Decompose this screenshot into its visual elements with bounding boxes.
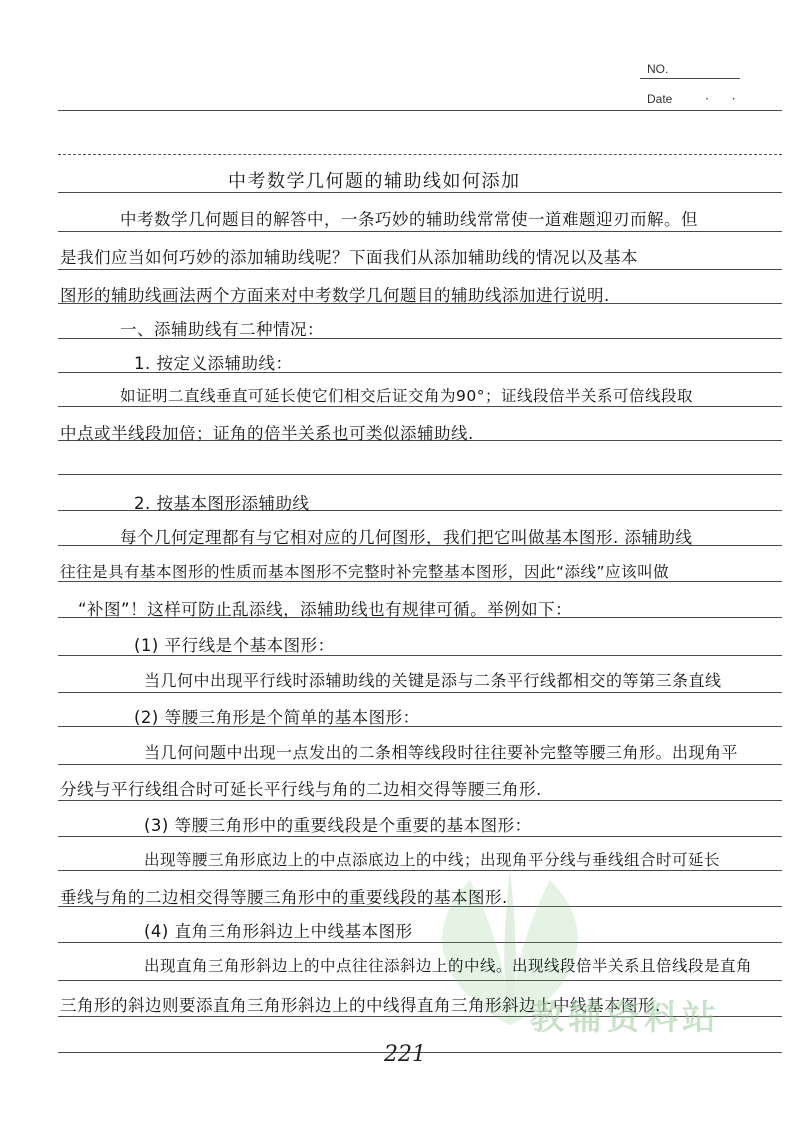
ruled-line <box>58 836 782 837</box>
text-line: 是我们应当如何巧妙的添加辅助线呢？下面我们从添加辅助线的情况以及基本 <box>60 248 638 267</box>
text-line: 垂线与角的二边相交得等腰三角形中的重要线段的基本图形. <box>60 888 508 907</box>
section-heading: 一、添辅助线有二种情况： <box>120 320 324 339</box>
text-line: 往往是具有基本图形的性质而基本图形不完整时补完整基本图形，因此“添线”应该叫做 <box>60 563 670 581</box>
text-line: “补图”！这样可防止乱添线，添辅助线也有规律可循。举例如下： <box>78 600 573 619</box>
subsection-heading: 1. 按定义添辅助线： <box>134 354 293 373</box>
ruled-line <box>58 154 782 155</box>
item-heading: (3) 等腰三角形中的重要线段是个重要的基本图形： <box>144 816 532 835</box>
text-line: 图形的辅助线画法两个方面来对中考数学几何题目的辅助线添加进行说明. <box>60 286 610 305</box>
text-line: 分线与平行线组合时可延长平行线与角的二边相交得等腰三角形. <box>60 780 542 799</box>
ruled-line <box>58 474 782 475</box>
date-dots: · · <box>705 92 736 106</box>
ruled-line <box>58 800 782 801</box>
ruled-line <box>58 406 782 407</box>
text-line: 出现直角三角形斜边上的中点往往添斜边上的中线。出现线段倍半关系且倍线段是直角 <box>144 957 753 975</box>
subsection-heading: 2. 按基本图形添辅助线 <box>134 494 310 513</box>
text-line: 当几何中出现平行线时添辅助线的关键是添与二条平行线都相交的等第三条直线 <box>144 671 722 690</box>
item-heading: (1) 平行线是个基本图形： <box>134 636 335 655</box>
text-line: 出现等腰三角形底边上的中点添底边上的中线；出现角平分线与垂线组合时可延长 <box>144 851 721 869</box>
text-line: 每个几何定理都有与它相对应的几何图形，我们把它叫做基本图形. 添辅助线 <box>120 528 693 547</box>
text-line: 当几何问题中出现一点发出的二条相等线段时往往要补完整等腰三角形。出现角平 <box>144 743 739 762</box>
text-line: 三角形的斜边则要添直角三角形斜边上的中线得直角三角形斜边上中线基本图形. <box>60 996 661 1015</box>
item-heading: (4) 直角三角形斜边上中线基本图形 <box>144 922 413 941</box>
text-line: 中点或半线段加倍；证角的倍半关系也可类似添辅助线. <box>60 424 474 443</box>
item-heading: (2) 等腰三角形是个简单的基本图形： <box>134 708 420 727</box>
watermark-text: 教辅资料站 <box>530 998 720 1038</box>
ruled-line <box>58 692 782 693</box>
page-title: 中考数学几何题的辅助线如何添加 <box>228 171 521 192</box>
no-label: NO. <box>647 62 669 76</box>
text-line: 如证明二直线垂直可延长使它们相交后证交角为90°；证线段倍半关系可倍线段取 <box>120 387 693 405</box>
ruled-line <box>640 78 740 79</box>
page-number: 221 <box>384 1042 426 1067</box>
date-label: Date <box>647 92 673 106</box>
ruled-line <box>58 110 782 111</box>
ruled-line <box>58 231 782 232</box>
text-line: 中考数学几何题目的解答中，一条巧妙的辅助线常常使一道难题迎刃而解。但 <box>120 210 698 229</box>
ruled-line <box>58 764 782 765</box>
ruled-line <box>58 269 782 270</box>
